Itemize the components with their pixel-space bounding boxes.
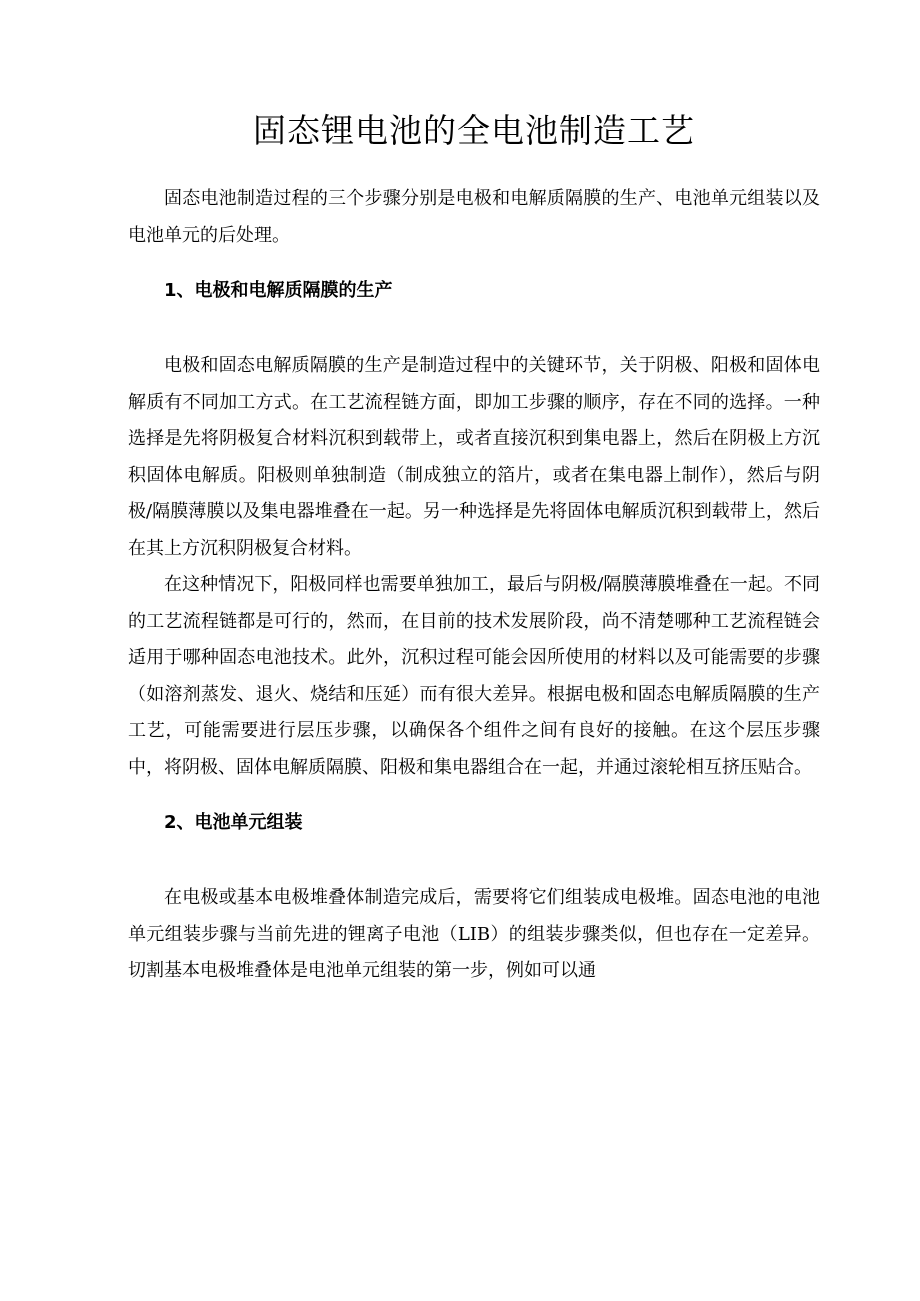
section-2-paragraph-1: 在电极或基本电极堆叠体制造完成后，需要将它们组装成电极堆。固态电池的电池单元组装步骤与当前先进的锂离子电池（LIB）的组装步骤类似，但也存在一定差异。切割基本电极堆叠体是电池单元组装的第一步，例如可以通 — [128, 887, 820, 981]
section-1-paragraph-2: 在这种情况下，阳极同样也需要单独加工，最后与阴极/隔膜薄膜堆叠在一起。不同的工艺流程链都是可行的，然而，在目前的技术发展阶段，尚不清楚哪种工艺流程链会适用于哪种固态电池技术。此外，沉积过程可能会因所使用的材料以及可能需要的步骤（如溶剂蒸发、退火、烧结和压延）而有很大差异。根据电极和固态电解质隔膜的生产工艺，可能需要进行层压步骤，以确保各个组件之间有良好的接触。在这个层压步骤中，将阴极、固体电解质隔膜、阳极和集电器组合在一起，并通过滚轮相互挤压贴合。 — [128, 574, 820, 778]
section-heading-2: 2、电池单元组装 — [164, 812, 303, 833]
section-heading-1: 1、电极和电解质隔膜的生产 — [164, 280, 393, 301]
section-1-paragraph-1: 电极和固态电解质隔膜的生产是制造过程中的关键环节，关于阴极、阳极和固体电解质有不同加工方式。在工艺流程链方面，即加工步骤的顺序，存在不同的选择。一种选择是先将阴极复合材料沉积到载带上，或者直接沉积到集电器上，然后在阴极上方沉积固体电解质。阳极则单独制造（制成独立的箔片，或者在集电器上制作），然后与阴极/隔膜薄膜以及集电器堆叠在一起。另一种选择是先将固体电解质沉积到载带上，然后在其上方沉积阴极复合材料。 — [128, 355, 820, 559]
document-title: 固态锂电池的全电池制造工艺 — [253, 111, 695, 150]
intro-paragraph: 固态电池制造过程的三个步骤分别是电极和电解质隔膜的生产、电池单元组装以及电池单元的后处理。 — [128, 188, 820, 246]
